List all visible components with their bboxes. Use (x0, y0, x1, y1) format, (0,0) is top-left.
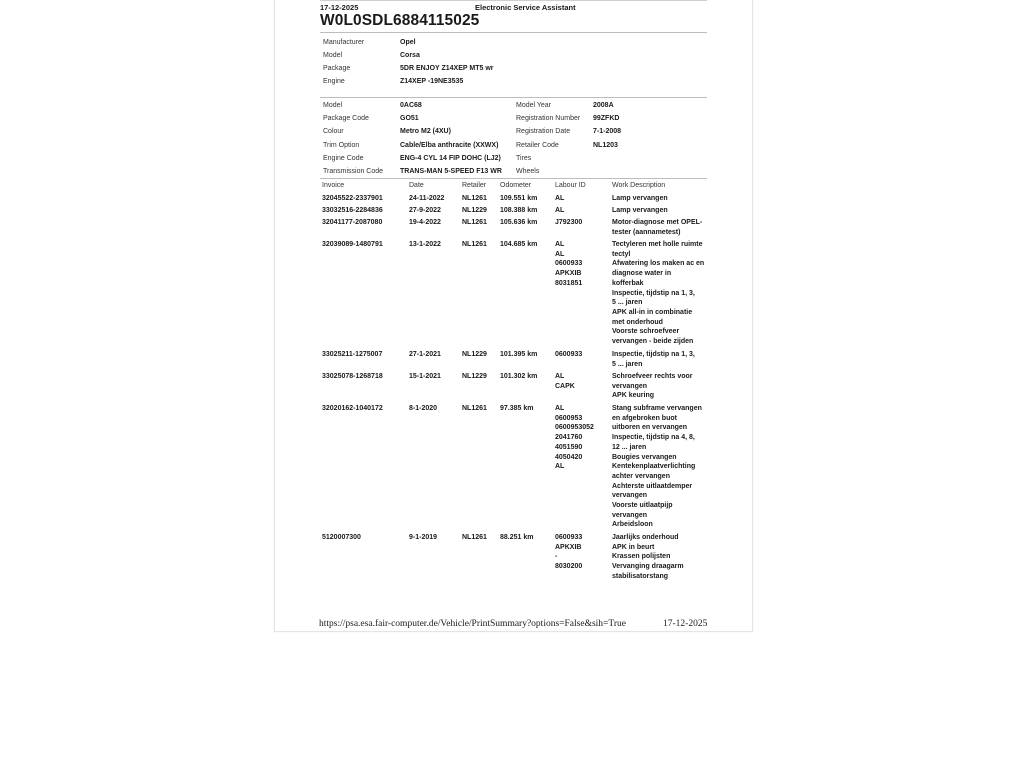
work-description-line: Bougies vervangen (612, 453, 677, 461)
cell-invoice: 32020162-1040172 (322, 405, 383, 412)
work-description-line: Vervanging draagarm (612, 563, 684, 571)
labour-id-line: 0600933 (555, 351, 583, 358)
work-description-line: Tectyleren met holle ruimte (612, 241, 703, 248)
work-description-line: vervangen (612, 382, 648, 390)
summary-label: Manufacturer (323, 39, 365, 46)
summary-label: Engine (323, 78, 345, 85)
work-description-line: Achterste uitlaatdemper (612, 482, 693, 490)
detail-label: Transmission Code (323, 168, 384, 175)
work-description-line: stabilisatorstang (612, 572, 669, 580)
summary-value: Corsa (400, 52, 420, 59)
work-description-line: Schroefveer rechts voor (612, 373, 693, 380)
labour-id-line: AL (555, 195, 565, 202)
cell-labour-id (555, 404, 594, 472)
cell-work-description (612, 533, 684, 582)
cell-odometer: 104.685 km (500, 241, 538, 248)
work-description-line: vervangen (612, 492, 648, 500)
detail-label: Model Year (516, 102, 552, 109)
detail-value: Cable/Elba anthracite (XXWX) (400, 142, 499, 149)
work-description-line: kofferbak (612, 279, 644, 287)
cell-retailer: NL1229 (462, 373, 487, 380)
detail-label: Model (323, 102, 343, 109)
cell-labour-id (555, 218, 582, 228)
cell-date: 13-1-2022 (409, 241, 441, 248)
detail-label: Trim Option (323, 142, 360, 149)
cell-date: 24-11-2022 (409, 195, 445, 202)
work-description-line: vervangen (612, 511, 648, 519)
cell-retailer: NL1261 (462, 195, 487, 202)
detail-label: Registration Number (516, 115, 581, 122)
detail-value: 0AC68 (400, 102, 422, 109)
cell-work-description (612, 404, 702, 530)
cell-odometer: 88.251 km (500, 534, 534, 541)
cell-date: 9-1-2019 (409, 534, 438, 541)
detail-value: ENG-4 CYL 14 FIP DOHC (LJ2) (400, 155, 501, 162)
cell-retailer: NL1261 (462, 219, 487, 226)
cell-invoice: 32045522-2337901 (322, 195, 383, 202)
labour-id-line: 0600953 (555, 414, 583, 422)
cell-retailer: NL1261 (462, 534, 487, 541)
cell-labour-id (555, 350, 582, 360)
work-description-line: Arbeidsloon (612, 521, 653, 529)
divider (320, 32, 707, 33)
column-header-odometer: Odometer (500, 182, 532, 189)
work-description-line: Krassen polijsten (612, 553, 671, 561)
cell-invoice: 33032516-2284836 (322, 207, 383, 214)
work-description-line: Jaarlijks onderhoud (612, 534, 679, 541)
work-description-line: Inspectie, tijdstip na 1, 3, (612, 351, 695, 358)
labour-id-line: 8030200 (555, 563, 583, 571)
cell-labour-id (555, 194, 564, 204)
cell-odometer: 109.551 km (500, 195, 538, 202)
cell-odometer: 101.395 km (500, 351, 538, 358)
summary-label: Model (323, 52, 343, 59)
cell-date: 8-1-2020 (409, 405, 438, 412)
column-header-retailer: Retailer (462, 182, 487, 189)
labour-id-line: 2041760 (555, 434, 583, 442)
cell-labour-id (555, 533, 582, 572)
cell-work-description (612, 350, 695, 369)
labour-id-line: - (555, 553, 558, 561)
cell-odometer: 105.636 km (500, 219, 538, 226)
cell-work-description (612, 240, 704, 347)
vin-number: W0L0SDL6884115025 (320, 12, 480, 29)
detail-value: NL1203 (593, 142, 618, 149)
labour-id-line: J792300 (555, 219, 583, 226)
detail-label: Tires (516, 155, 532, 162)
detail-label: Engine Code (323, 155, 364, 162)
work-description-line: Motor-diagnose met OPEL- (612, 219, 703, 226)
work-description-line: en afgebroken buot (612, 414, 677, 422)
work-description-line: Voorste schroefveer (612, 328, 680, 336)
labour-id-line: AL (555, 250, 565, 258)
labour-id-line: APKXIB (555, 270, 582, 278)
detail-label: Registration Date (516, 128, 571, 135)
footer-date: 17-12-2025 (663, 619, 708, 629)
header-date: 17-12-2025 (320, 3, 359, 12)
cell-retailer: NL1261 (462, 405, 487, 412)
detail-value: 7-1-2008 (593, 128, 622, 135)
cell-invoice: 32039089-1480791 (322, 241, 383, 248)
work-description-line: achter vervangen (612, 472, 670, 480)
work-description-line: Kentekenplaatverlichting (612, 463, 696, 471)
summary-value: Z14XEP -19NE3535 (400, 78, 464, 85)
detail-value: 2008A (593, 102, 614, 109)
cell-date: 15-1-2021 (409, 373, 441, 380)
labour-id-line: AL (555, 405, 565, 412)
top-divider (320, 0, 707, 1)
header-title: Electronic Service Assistant (475, 3, 576, 12)
work-description-line: Inspectie, tijdstip na 1, 3, (612, 289, 695, 297)
cell-retailer: NL1261 (462, 241, 487, 248)
cell-retailer: NL1229 (462, 351, 487, 358)
work-description-line: Lamp vervangen (612, 207, 668, 214)
cell-odometer: 108.388 km (500, 207, 538, 214)
work-description-line: 12 ... jaren (612, 443, 647, 451)
work-description-line: vervangen - beide zijden (612, 338, 694, 346)
work-description-line: APK in beurt (612, 543, 655, 551)
labour-id-line: CAPK (555, 382, 575, 390)
work-description-line: tester (aannametest) (612, 228, 681, 236)
column-header-work-description: Work Description (612, 182, 666, 189)
labour-id-line: AL (555, 241, 565, 248)
cell-work-description (612, 206, 668, 216)
labour-id-line: 4050420 (555, 453, 583, 461)
cell-work-description (612, 372, 693, 401)
work-description-line: APK all-in in combinatie (612, 308, 693, 316)
cell-date: 27-1-2021 (409, 351, 441, 358)
labour-id-line: 4051590 (555, 443, 583, 451)
labour-id-line: 0600933 (555, 260, 583, 268)
detail-label: Package Code (323, 115, 369, 122)
cell-labour-id (555, 206, 564, 216)
cell-retailer: NL1229 (462, 207, 487, 214)
work-description-line: Inspectie, tijdstip na 4, 8, (612, 434, 695, 442)
work-description-line: diagnose water in (612, 270, 672, 278)
cell-invoice: 33025078-1268718 (322, 373, 383, 380)
work-description-line: Stang subframe vervangen (612, 405, 702, 412)
labour-id-line: 0600953052 (555, 424, 594, 432)
cell-odometer: 97.385 km (500, 405, 534, 412)
detail-label: Colour (323, 128, 344, 135)
labour-id-line: AL (555, 373, 565, 380)
cell-work-description (612, 218, 702, 237)
divider (320, 97, 707, 98)
work-description-line: Afwatering los maken ac en (612, 260, 705, 268)
work-description-line: Voorste uitlaatpijp (612, 502, 673, 510)
cell-invoice: 5120007300 (322, 534, 361, 541)
work-description-line: 5 ... jaren (612, 360, 643, 368)
work-description-line: met onderhoud (612, 318, 663, 326)
detail-value: 99ZFKD (593, 115, 620, 122)
cell-date: 27-9-2022 (409, 207, 441, 214)
work-description-line: Lamp vervangen (612, 195, 668, 202)
detail-value: Metro M2 (4XU) (400, 128, 451, 135)
work-description-line: APK keuring (612, 392, 655, 400)
cell-invoice: 33025211-1275007 (322, 351, 383, 358)
cell-odometer: 101.302 km (500, 373, 538, 380)
cell-work-description (612, 194, 668, 204)
column-header-date: Date (409, 182, 424, 189)
work-description-line: tectyl (612, 250, 631, 258)
detail-label: Wheels (516, 168, 540, 175)
print-page (274, 0, 753, 632)
work-description-line: 5 ... jaren (612, 299, 643, 307)
detail-value: TRANS-MAN 5-SPEED F13 WR (400, 168, 502, 175)
labour-id-line: 0600933 (555, 534, 583, 541)
column-header-invoice: Invoice (322, 182, 345, 189)
divider (320, 178, 707, 179)
cell-date: 19-4-2022 (409, 219, 441, 226)
work-description-line: uitboren en vervangen (612, 424, 688, 432)
labour-id-line: AL (555, 207, 565, 214)
detail-label: Retailer Code (516, 142, 559, 149)
summary-value: Opel (400, 39, 416, 46)
labour-id-line: APKXIB (555, 543, 582, 551)
labour-id-line: 8031851 (555, 279, 583, 287)
summary-value: 5DR ENJOY Z14XEP MT5 wr (400, 65, 494, 72)
detail-value: GO51 (400, 115, 419, 122)
cell-labour-id (555, 240, 582, 289)
cell-labour-id (555, 372, 575, 391)
labour-id-line: AL (555, 463, 565, 471)
summary-label: Package (323, 65, 351, 72)
cell-invoice: 32041177-2087080 (322, 219, 383, 226)
footer-url: https://psa.esa.fair-computer.de/Vehicle/PrintSummary?options=False&sih=True (319, 619, 627, 629)
column-header-labour-id: Labour ID (555, 182, 586, 189)
